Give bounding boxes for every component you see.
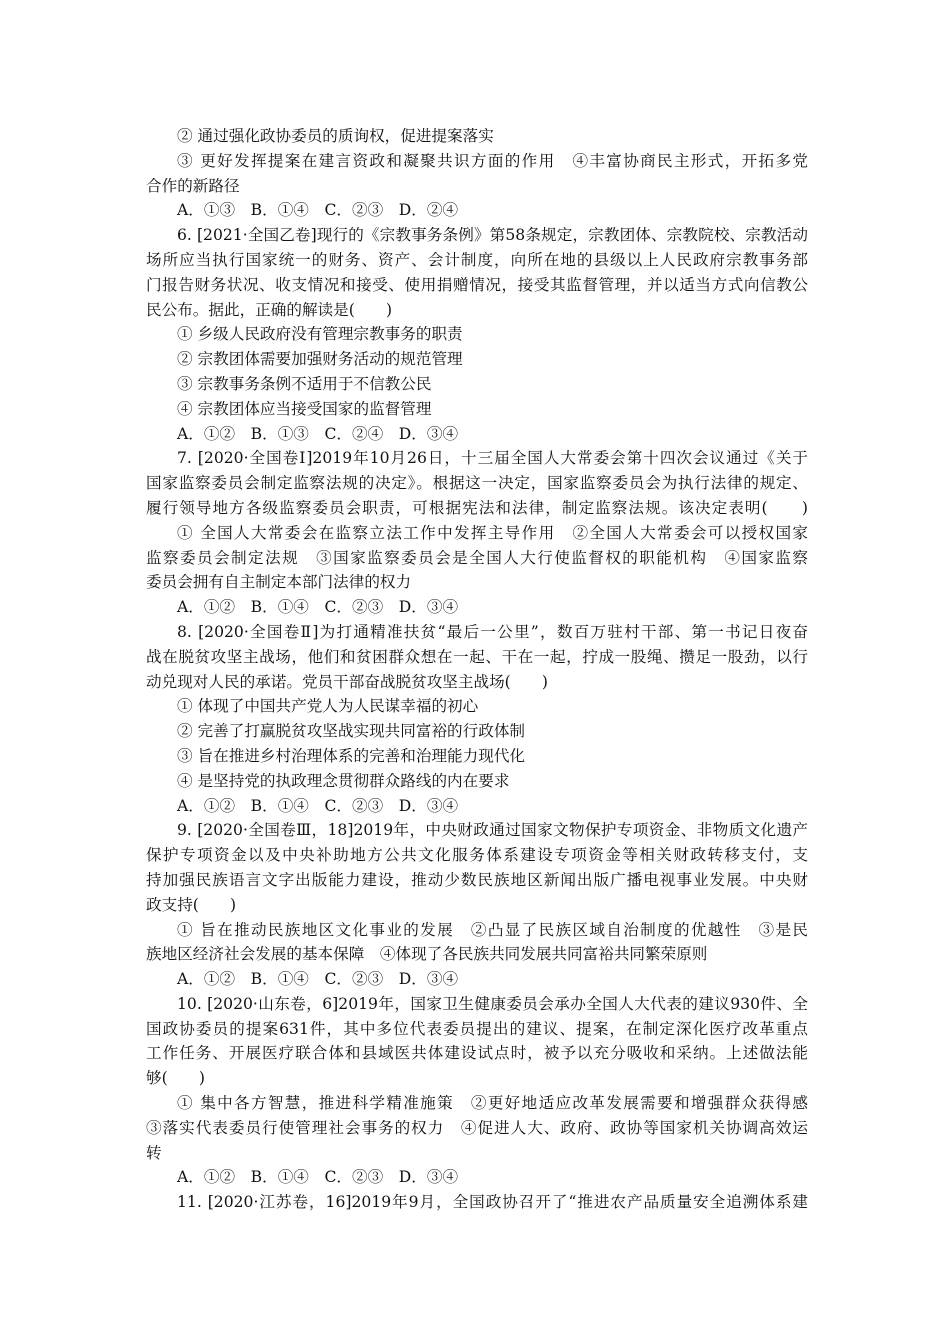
text-line: ① 体现了中国共产党人为人民谋幸福的初心: [177, 697, 479, 716]
text-line: 转: [146, 1143, 162, 1162]
text-line: 7. [2020·全国卷Ⅰ]2019年10月26日，十三届全国人大常委会第十四次会议通过《关于: [177, 449, 808, 468]
text-line: 国家监察委员会制定监察法规的决定》。根据这一决定，国家监察委员会为执行法律的规定、: [146, 474, 808, 493]
text-line: A．①② B．①④ C．②③ D．③④: [177, 1168, 459, 1187]
text-line: 11. [2020·江苏卷，16]2019年9月，全国政协召开了“推进农产品质量安全追溯体系建: [177, 1193, 808, 1212]
text-line: 政支持( ): [146, 895, 237, 914]
text-line: A．①② B．①④ C．②③ D．③④: [177, 796, 459, 815]
text-line: ③ 宗教事务条例不适用于不信教公民: [177, 374, 432, 393]
text-line: ③ 更好发挥提案在建言资政和凝聚共识方面的作用 ④丰富协商民主形式，开拓多党: [177, 151, 808, 170]
text-line: A．①② B．①③ C．②④ D．③④: [177, 424, 459, 443]
text-line: ① 旨在推动民族地区文化事业的发展 ②凸显了民族区域自治制度的优越性 ③是民: [177, 920, 808, 939]
text-line: ① 集中各方智慧，推进科学精准施策 ②更好地适应改革发展需要和增强群众获得感: [177, 1094, 808, 1113]
text-line: ② 通过强化政协委员的质询权，促进提案落实: [177, 127, 494, 145]
text-line: A．①② B．①④ C．②③ D．③④: [177, 970, 459, 989]
text-line: 国政协委员的提案631件，其中多位代表委员提出的建议、提案，在制定深化医疗改革重点: [146, 1019, 808, 1038]
text-line: 场所应当执行国家统一的财务、资产、会计制度，向所在地的县级以上人民政府宗教事务部: [146, 250, 808, 269]
text-line: 履行领导地方各级监察委员会职责，可根据宪法和法律，制定监察法规。该决定表明( ): [146, 498, 808, 517]
text-line: 民公布。据此，正确的解读是( ): [146, 300, 393, 319]
text-line: 够( ): [146, 1069, 205, 1088]
text-line: A．①② B．①④ C．②③ D．③④: [177, 598, 459, 617]
text-line: 10. [2020·山东卷，6]2019年，国家卫生健康委员会承办全国人大代表的建议930件、全: [177, 994, 808, 1013]
text-line: ④ 是坚持党的执政理念贯彻群众路线的内在要求: [177, 771, 510, 790]
document-page: [146, 124, 808, 1215]
text-line: 监察委员会制定法规 ③国家监察委员会是全国人大行使监督权的职能机构 ④国家监察: [146, 548, 808, 567]
text-line: ② 完善了打赢脱贫攻坚战实现共同富裕的行政体制: [177, 722, 526, 741]
text-line: ① 全国人大常委会在监察立法工作中发挥主导作用 ②全国人大常委会可以授权国家: [177, 523, 808, 542]
text-line: ③ 旨在推进乡村治理体系的完善和治理能力现代化: [177, 746, 526, 765]
text-line: 9. [2020·全国卷Ⅲ，18]2019年，中央财政通过国家文物保护专项资金、非物质文化遗产: [177, 821, 808, 840]
text-line: ② 宗教团体需要加强财务活动的规范管理: [177, 350, 463, 369]
text-line: 门报告财务状况、收支情况和接受、使用捐赠情况，接受其监督管理，并以适当方式向信教公: [146, 275, 808, 294]
text-line: 工作任务、开展医疗联合体和县域医共体建设试点时，被予以充分吸收和采纳。上述做法能: [146, 1044, 808, 1063]
text-line: 合作的新路径: [146, 176, 240, 195]
text-line: 6. [2021·全国乙卷]现行的《宗教事务条例》第58条规定，宗教团体、宗教院校、宗教活动: [177, 226, 808, 245]
text-line: ④ 宗教团体应当接受国家的监督管理: [177, 399, 432, 418]
text-line: 委员会拥有自主制定本部门法律的权力: [146, 573, 412, 592]
text-line: A．①③ B．①④ C．②③ D．②④: [177, 201, 459, 220]
text-line: 族地区经济社会发展的基本保障 ④体现了各民族共同发展共同富裕共同繁荣原则: [146, 945, 708, 964]
text-line: 动兑现对人民的承诺。党员干部奋战脱贫攻坚主战场( ): [146, 672, 549, 691]
text-line: ① 乡级人民政府没有管理宗教事务的职责: [177, 325, 463, 344]
text-line: 持加强民族语言文字出版能力建设，推动少数民族地区新闻出版广播电视事业发展。中央财: [146, 870, 808, 889]
text-line: 保护专项资金以及中央补助地方公共文化服务体系建设专项资金等相关财政转移支付，支: [146, 846, 808, 865]
text-line: 战在脱贫攻坚主战场，他们和贫困群众想在一起、干在一起，拧成一股绳、攒足一股劲，以行: [146, 647, 808, 666]
text-line: 8. [2020·全国卷Ⅱ]为打通精准扶贫“最后一公里”，数百万驻村干部、第一书记日夜奋: [177, 622, 808, 641]
text-line: ③落实代表委员行使管理社会事务的权力 ④促进人大、政府、政协等国家机关协调高效运: [146, 1118, 808, 1137]
